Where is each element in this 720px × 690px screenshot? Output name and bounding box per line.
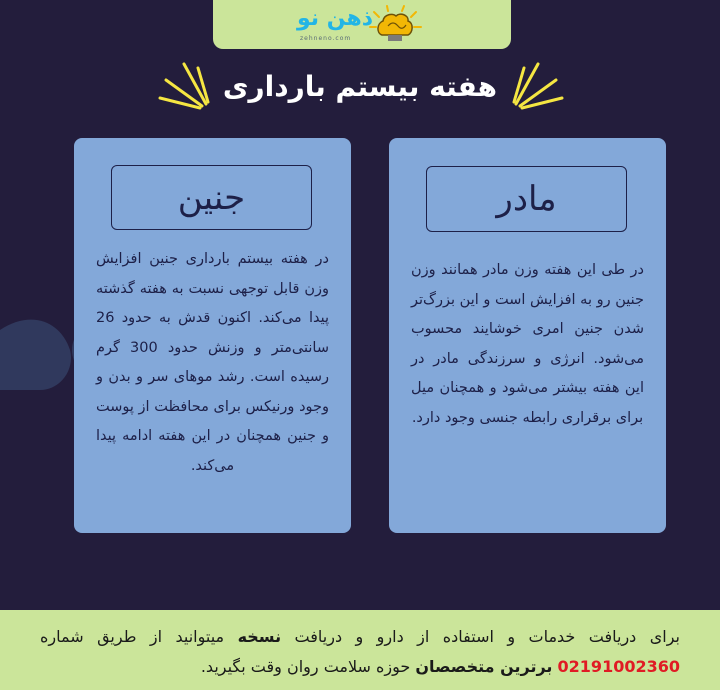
footer-bold-specialists: برترین متخصصان xyxy=(415,657,553,676)
logo-name: ذهن نو xyxy=(297,6,374,31)
mother-description: در طی این هفته وزن مادر همانند وزن جنین رو به افزایش است و این بزرگ‌تر شدن جنین امری خوشایند محسوب می‌شود. انرژی و سرزندگی مادر در این هفته بیشتر می‌شود و همچنان میل برای برقراری رابطه جنسی وجود دارد. xyxy=(411,262,644,426)
sun-rays-icon xyxy=(508,58,568,110)
logo-tagline: zehneno.com xyxy=(300,35,352,42)
mother-title: مادر xyxy=(426,166,627,232)
page-title: هفته بیستم بارداری xyxy=(222,70,498,103)
fetus-description: در هفته بیستم بارداری جنین افزایش وزن قابل توجهی نسبت به هفته گذشته پیدا می‌کند. اکنون قدش به حدود 26 سانتی‌متر و وزنش حدود 300 گرم رسیده است. رشد موهای سر و بدن و وجود ورنیکس برای محافظت از پوست و جنین همچنان در این هفته ادامه پیدا می‌کند. xyxy=(96,251,329,474)
phone-number[interactable]: 02191002360 xyxy=(557,657,680,676)
brain-lightbulb-icon xyxy=(368,5,430,45)
footer-text xyxy=(40,622,680,682)
footer-bold-prescription: نسخه xyxy=(237,627,282,646)
fetus-title: جنین xyxy=(111,165,312,230)
fetus-card xyxy=(74,138,351,533)
footer-text-part2: میتوانید از طریق شماره xyxy=(40,627,238,646)
footer-banner xyxy=(0,610,720,690)
footer-text-part3: حوزه سلامت روان وقت بگیرید. xyxy=(200,657,416,676)
mother-card xyxy=(389,138,666,533)
footer-text-part1: برای دریافت خدمات و استفاده از دارو و دریافت xyxy=(281,627,680,646)
